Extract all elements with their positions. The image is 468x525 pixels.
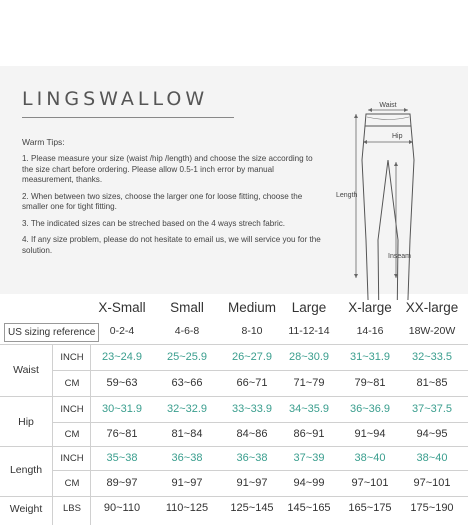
weight-row-label: Weight — [9, 503, 43, 515]
col-header-xsmall: X-Small — [98, 300, 146, 315]
length-inch-cell: 35~38 — [106, 452, 138, 464]
weight-cell: 90~110 — [103, 502, 141, 514]
waist-cm-cell: 81~85 — [416, 377, 448, 389]
hip-cm-cell: 81~84 — [171, 428, 203, 440]
size-chart-table — [0, 294, 468, 525]
hip-row-label: Hip — [18, 416, 34, 428]
hip-inch-cell: 32~32.9 — [166, 403, 208, 415]
length-cm-cell: 89~97 — [106, 477, 138, 489]
hip-inch-cell: 30~31.9 — [101, 403, 143, 415]
column-divider — [52, 344, 53, 525]
weight-cell: 165~175 — [348, 502, 392, 514]
waist-inch-cell: 32~33.5 — [411, 351, 453, 363]
waist-arrow-head-right — [404, 108, 408, 112]
inseam-arrow-head-top — [394, 162, 398, 166]
waist-inch-label: INCH — [60, 352, 84, 363]
hip-inch-cell: 36~36.9 — [349, 403, 391, 415]
length-inch-cell: 38~40 — [416, 452, 448, 464]
length-arrow-head-bottom — [354, 274, 358, 278]
us-size-value: 0-2-4 — [109, 325, 135, 337]
length-arrow-head-top — [354, 114, 358, 118]
weight-cell: 125~145 — [230, 502, 274, 514]
length-cm-cell: 91~97 — [236, 477, 268, 489]
waist-inch-cell: 31~31.9 — [349, 351, 391, 363]
waist-cm-cell: 71~79 — [293, 377, 325, 389]
waistband-outline — [365, 114, 411, 126]
tip-item: 2. When between two sizes, choose the larger one for loose fitting, choose the smaller one for tight fitting. — [22, 191, 303, 211]
us-size-value: 18W-20W — [408, 325, 456, 337]
leg-left-inner — [378, 160, 388, 300]
us-size-value: 4-6-8 — [174, 325, 200, 337]
col-header-medium: Medium — [227, 300, 276, 315]
length-label: Length — [336, 192, 358, 199]
leg-right-outer — [407, 126, 414, 300]
hip-label: Hip — [392, 133, 403, 140]
row-divider — [0, 496, 468, 497]
weight-cell: 145~165 — [287, 502, 331, 514]
length-inch-cell: 36~38 — [171, 452, 203, 464]
tips-list — [22, 154, 322, 262]
weight-cell: 175~190 — [410, 502, 454, 514]
waist-cm-cell: 59~63 — [106, 377, 138, 389]
top-blank-area — [0, 0, 468, 66]
hip-cm-label: CM — [64, 429, 80, 440]
hip-cm-cell: 91~94 — [354, 428, 386, 440]
waist-inch-cell: 28~30.9 — [288, 351, 330, 363]
col-header-xxlarge: XX-large — [405, 300, 459, 315]
weight-cell: 110~125 — [165, 502, 209, 514]
waist-cm-cell: 66~71 — [236, 377, 268, 389]
hip-cm-cell: 86~91 — [293, 428, 325, 440]
tip-item: 4. If any size problem, please do not hesitate to email us, we will service you for the solution. — [22, 235, 321, 255]
row-divider — [0, 446, 468, 447]
col-header-large: Large — [291, 300, 327, 315]
hip-inch-cell: 37~37.5 — [411, 403, 453, 415]
waist-inch-cell: 23~24.9 — [101, 351, 143, 363]
row-divider — [52, 370, 468, 371]
brand-divider — [22, 117, 234, 118]
row-divider — [0, 344, 468, 345]
leggings-diagram — [336, 100, 456, 300]
brand-logo-text: LINGSWALLOW — [22, 88, 209, 110]
length-cm-cell: 97~101 — [413, 477, 451, 489]
waist-label: Waist — [379, 102, 397, 109]
col-header-xlarge: X-large — [348, 300, 392, 315]
waist-cm-cell: 79~81 — [354, 377, 386, 389]
length-cm-cell: 97~101 — [351, 477, 389, 489]
length-row-label: Length — [9, 464, 43, 476]
hip-cm-cell: 84~86 — [236, 428, 268, 440]
us-size-value: 11-12-14 — [288, 325, 330, 337]
length-inch-label: INCH — [60, 453, 84, 464]
info-panel — [0, 66, 468, 294]
waist-cm-cell: 63~66 — [171, 377, 203, 389]
us-sizing-label: US sizing reference — [4, 323, 99, 342]
hip-inch-cell: 33~33.9 — [231, 403, 273, 415]
leg-left-outer — [362, 126, 369, 300]
waist-cm-label: CM — [64, 378, 80, 389]
inseam-label: Inseam — [388, 253, 411, 260]
hip-cm-cell: 94~95 — [416, 428, 448, 440]
us-size-value: 8-10 — [241, 325, 263, 337]
length-inch-cell: 37~39 — [293, 452, 325, 464]
weight-unit-label: LBS — [63, 503, 81, 514]
hip-inch-cell: 34~35.9 — [288, 403, 330, 415]
tip-item: 3. The indicated sizes can be streched based on the 4 ways strech fabric. — [22, 218, 286, 228]
hip-inch-label: INCH — [60, 404, 84, 415]
waist-row-label: Waist — [13, 364, 39, 376]
leggings-measure-figure — [336, 100, 456, 300]
waist-arrow-head-left — [368, 108, 372, 112]
hip-cm-cell: 76~81 — [106, 428, 138, 440]
length-cm-cell: 94~99 — [293, 477, 325, 489]
length-inch-cell: 36~38 — [236, 452, 268, 464]
length-inch-cell: 38~40 — [354, 452, 386, 464]
length-cm-cell: 91~97 — [171, 477, 203, 489]
tips-title: Warm Tips: — [22, 137, 65, 147]
us-size-value: 14-16 — [356, 325, 384, 337]
row-divider — [0, 396, 468, 397]
row-divider — [52, 470, 468, 471]
row-divider — [52, 422, 468, 423]
waist-inch-cell: 25~25.9 — [166, 351, 208, 363]
waist-inch-cell: 26~27.9 — [231, 351, 273, 363]
us-sizing-row — [0, 323, 468, 342]
waistband-curve — [367, 117, 409, 120]
col-header-small: Small — [170, 300, 204, 315]
length-cm-label: CM — [64, 478, 80, 489]
leg-right-inner — [388, 160, 398, 300]
tip-item: 1. Please measure your size (waist /hip /length) and choose the size according to the size chart before ordering. Please allow 0.5-1 inch error by manual measurement, thanks. — [22, 154, 313, 184]
